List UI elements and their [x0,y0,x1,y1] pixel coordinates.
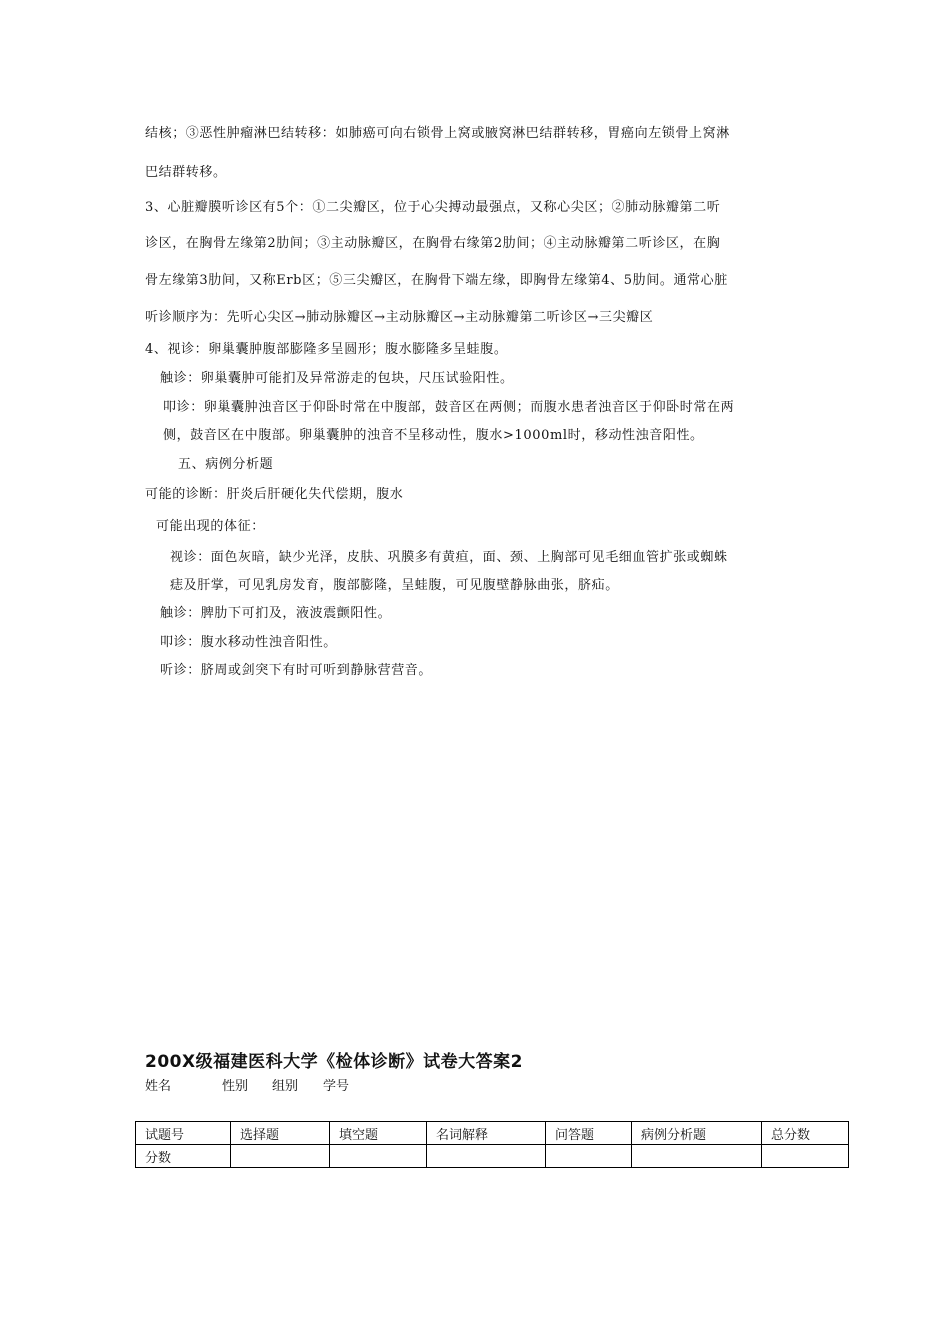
table-header-cell: 选择题 [231,1122,330,1145]
text-line: 叩诊：腹水移动性浊音阳性。 [160,635,337,650]
score-table [135,1121,849,1168]
text-line: 3、心脏瓣膜听诊区有5个：①二尖瓣区，位于心尖搏动最强点，又称心尖区；②肺动脉瓣第二听 [145,200,721,215]
text-line: 可能出现的体征： [156,519,265,534]
exam-title: 200X级福建医科大学《检体诊断》试卷大答案2 [145,1052,523,1072]
text-line: 诊区，在胸骨左缘第2肋间；③主动脉瓣区，在胸骨右缘第2肋间；④主动脉瓣第二听诊区，在胸 [145,236,721,251]
student-id-label: 学号 [323,1079,350,1094]
group-label: 组别 [272,1079,299,1094]
text-line: 可能的诊断：肝炎后肝硬化失代偿期，腹水 [145,487,404,502]
score-cell[interactable] [330,1145,427,1168]
table-header-row [136,1122,849,1145]
text-line: 叩诊：卵巢囊肿浊音区于仰卧时常在中腹部，鼓音区在两侧；而腹水患者浊音区于仰卧时常在两 [163,400,735,415]
table-row [136,1145,849,1168]
text-line: 结核；③恶性肿瘤淋巴结转移：如肺癌可向右锁骨上窝或腋窝淋巴结群转移，胃癌向左锁骨上窝淋 [145,126,730,141]
text-line: 痣及肝掌，可见乳房发育，腹部膨隆，呈蛙腹，可见腹壁静脉曲张，脐疝。 [170,578,619,593]
text-line: 触诊：脾肋下可扪及，液波震颤阳性。 [160,606,392,621]
score-cell[interactable] [762,1145,849,1168]
text-line: 巴结群转移。 [145,165,227,180]
table-header-cell: 填空题 [330,1122,427,1145]
score-row-label: 分数 [136,1145,231,1168]
text-line: 听诊：脐周或剑突下有时可听到静脉营营音。 [160,663,433,678]
text-line: 视诊：面色灰暗，缺少光泽，皮肤、巩膜多有黄疸，面、颈、上胸部可见毛细血管扩张或蜘蛛 [170,550,728,565]
table-header-cell: 总分数 [762,1122,849,1145]
text-line: 触诊：卵巢囊肿可能扪及异常游走的包块，尺压试验阳性。 [160,371,514,386]
text-line: 侧，鼓音区在中腹部。卵巢囊肿的浊音不呈移动性，腹水>1000ml时，移动性浊音阳性。 [163,428,704,443]
score-cell[interactable] [427,1145,546,1168]
score-cell[interactable] [632,1145,762,1168]
text-line: 4、视诊：卵巢囊肿腹部膨隆多呈圆形；腹水膨隆多呈蛙腹。 [145,342,508,357]
score-cell[interactable] [231,1145,330,1168]
score-cell[interactable] [546,1145,632,1168]
text-line: 听诊顺序为：先听心尖区→肺动脉瓣区→主动脉瓣区→主动脉瓣第二听诊区→三尖瓣区 [145,310,654,325]
name-label: 姓名 [145,1079,172,1094]
section-heading: 五、病例分析题 [178,457,274,472]
gender-label: 性别 [222,1079,249,1094]
text-line: 骨左缘第3肋间，又称Erb区；⑤三尖瓣区，在胸骨下端左缘，即胸骨左缘第4、5肋间。通常心脏 [145,273,728,288]
table-header-cell: 病例分析题 [632,1122,762,1145]
table-header-cell: 名词解释 [427,1122,546,1145]
table-header-cell: 试题号 [136,1122,231,1145]
table-header-cell: 问答题 [546,1122,632,1145]
